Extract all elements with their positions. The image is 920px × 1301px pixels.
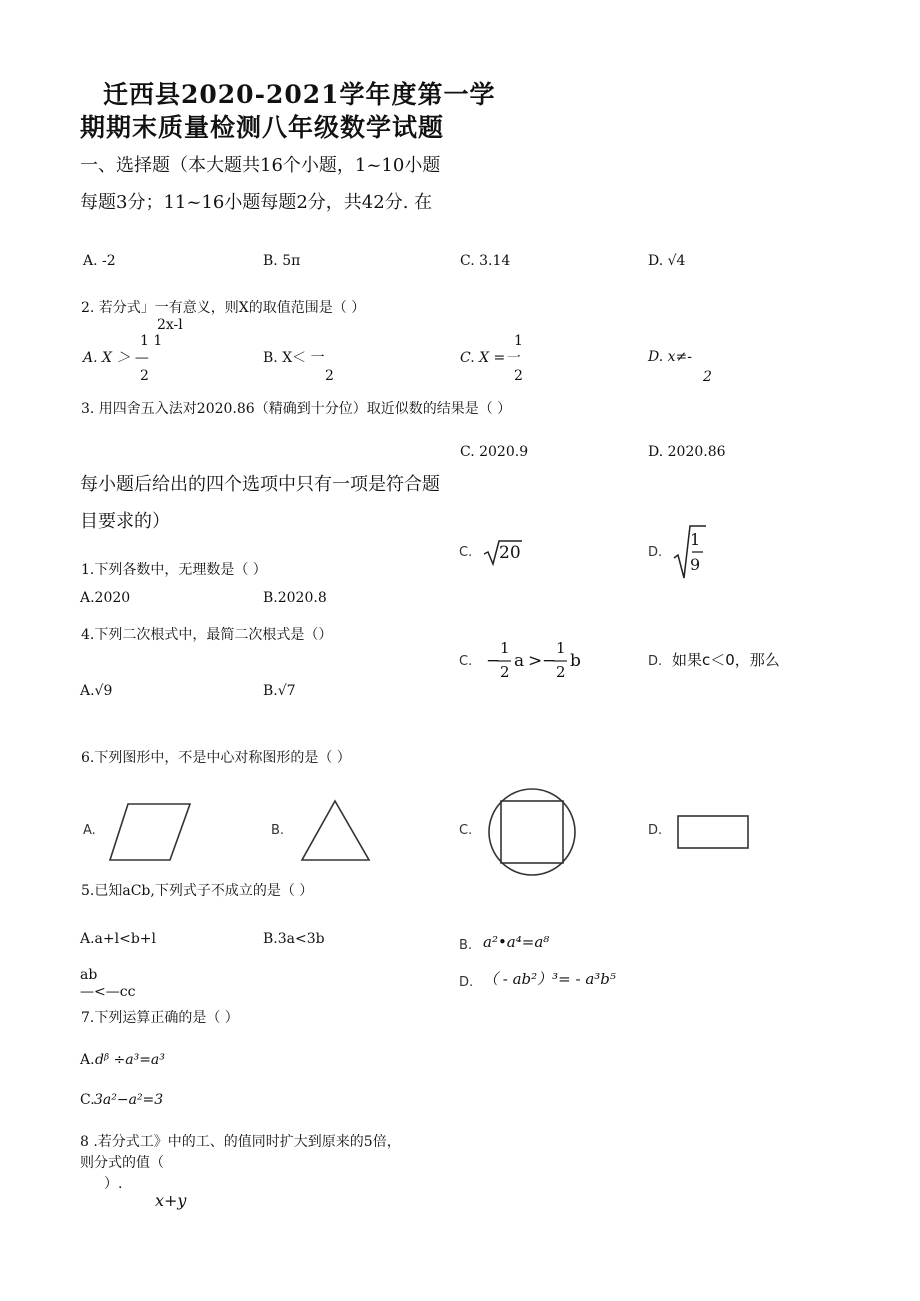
q2-option-d: D. x≠- [648, 349, 692, 365]
q6-option-d-label: D. [648, 823, 663, 838]
q4-option-c-label: C. [459, 654, 473, 669]
exam-title-line1: 迁西县2020-2021学年度第一学 [103, 80, 496, 109]
q5-option-c-bottom: —<—cc [80, 984, 136, 1000]
q7-option-b-expression: a²•a⁴=a⁸ [483, 933, 550, 951]
q4-option-c-fraction-bar2 [553, 660, 567, 662]
q1-option-d-label: D. [648, 545, 663, 560]
q2-stem: 2. 若分式」一有意义，则X的取值范围是（ ） [81, 300, 366, 316]
q2-fraction-denominator: 2x-l [157, 317, 183, 333]
q6-triangle-figure [300, 798, 372, 864]
q1-option-c-label: C. [459, 545, 473, 560]
q4-option-a: A.√9 [80, 683, 113, 699]
q4-option-c-denominator2: 2 [556, 663, 566, 681]
q7-option-d-expression: （ - ab²）³= - a³b⁵ [483, 970, 616, 988]
q4-option-c-var-a: a [514, 651, 525, 671]
q4-option-c-denominator: 2 [500, 663, 510, 681]
q-top-option-a: A. -2 [83, 253, 116, 269]
q8-expression: x+y [155, 1191, 187, 1210]
q6-option-a-label: A. [83, 823, 96, 838]
q1-option-d-numerator: 1 [690, 530, 701, 549]
q8-stem-line2: 则分式的值（ [80, 1155, 164, 1171]
q2-option-d-bottom: 2 [703, 369, 712, 385]
q7-option-c-expression: 3a²−a²=3 [94, 1092, 164, 1108]
q1-stem: 1.下列各数中，无理数是（ ） [81, 562, 267, 578]
section-heading-line4: 目要求的） [80, 511, 170, 532]
q7-option-d-label: D. [459, 975, 474, 990]
exam-title-line2: 期期末质量检测八年级数学试题 [80, 113, 445, 142]
q8-stem-line1: 8 .若分式工》中的工、的值同时扩大到原来的5倍， [80, 1134, 401, 1150]
q4-option-c-minus: − [486, 651, 501, 671]
q2-option-a-top: 1 1 [140, 333, 163, 349]
q4-option-c-greater: > [528, 651, 543, 671]
section-heading-line1: 一、选择题（本大题共16个小题，1~10小题 [80, 155, 441, 176]
q1-sqrt-fraction-radical [672, 524, 706, 580]
q2-option-c-bottom: 2 [514, 368, 523, 384]
q8-stem-line3: ）. [104, 1176, 123, 1192]
q4-option-c-numerator2: 1 [556, 639, 566, 657]
q4-option-d-label: D. [648, 654, 663, 669]
q1-option-b: B.2020.8 [263, 590, 327, 606]
q6-parallelogram-figure [108, 802, 192, 864]
q5-option-c-top: ab [80, 967, 98, 983]
q1-option-c-radicand: 20 [499, 543, 521, 563]
q-top-option-d: D. √4 [648, 253, 686, 269]
q7-stem: 7.下列运算正确的是（ ） [81, 1010, 239, 1026]
q1-option-a: A.2020 [80, 590, 131, 606]
q3-stem: 3. 用四舍五入法对2020.86（精确到十分位）取近似数的结果是（ ） [81, 401, 512, 417]
q7-option-a-expression: dᵝ ÷a³=a³ [95, 1052, 165, 1068]
q6-option-c-label: C. [459, 823, 473, 838]
q2-option-c-top: 1 [514, 333, 523, 349]
q6-option-b-label: B. [271, 823, 285, 838]
q2-option-b-bottom: 2 [325, 368, 334, 384]
q4-option-c-var-b: b [570, 651, 581, 671]
q4-option-c-fraction-bar [497, 660, 511, 662]
q4-stem: 4.下列二次根式中，最简二次根式是（） [81, 627, 333, 643]
q2-option-c: C. X =一 [460, 350, 520, 366]
q7-option-a-label: A. [80, 1052, 95, 1068]
q-top-option-b: B. 5π [263, 253, 301, 269]
q1-option-d-denominator: 9 [690, 555, 701, 574]
q3-option-d: D. 2020.86 [648, 444, 726, 460]
q4-option-c-numerator: 1 [500, 639, 510, 657]
section-heading-line2: 每题3分；11~16小题每题2分，共42分. 在 [80, 192, 433, 213]
q5-option-b: B.3a<3b [263, 931, 325, 947]
q7-option-c-label: C. [80, 1092, 95, 1108]
q3-option-c: C. 2020.9 [460, 444, 529, 460]
q6-rectangle-figure [676, 814, 752, 852]
q4-option-b: B.√7 [263, 683, 296, 699]
q4-option-c-minus2: − [542, 651, 557, 671]
q2-option-b: B. X＜ 一 [263, 350, 325, 366]
q6-square-in-circle-figure [486, 788, 578, 878]
q-top-option-c: C. 3.14 [460, 253, 511, 269]
q6-stem: 6.下列图形中，不是中心对称图形的是（ ） [81, 750, 351, 766]
q5-option-a: A.a+l<b+l [80, 931, 157, 947]
q7-option-b-label: B. [459, 938, 473, 953]
q5-stem: 5.已知aCb,下列式子不成立的是（ ） [81, 883, 314, 899]
q4-option-d-text: 如果c＜0，那么 [672, 651, 780, 669]
section-heading-line3: 每小题后给出的四个选项中只有一项是符合题 [80, 474, 440, 495]
q2-option-a-bottom: 2 [140, 368, 149, 384]
q2-option-a: A. X ＞ — [83, 350, 149, 366]
